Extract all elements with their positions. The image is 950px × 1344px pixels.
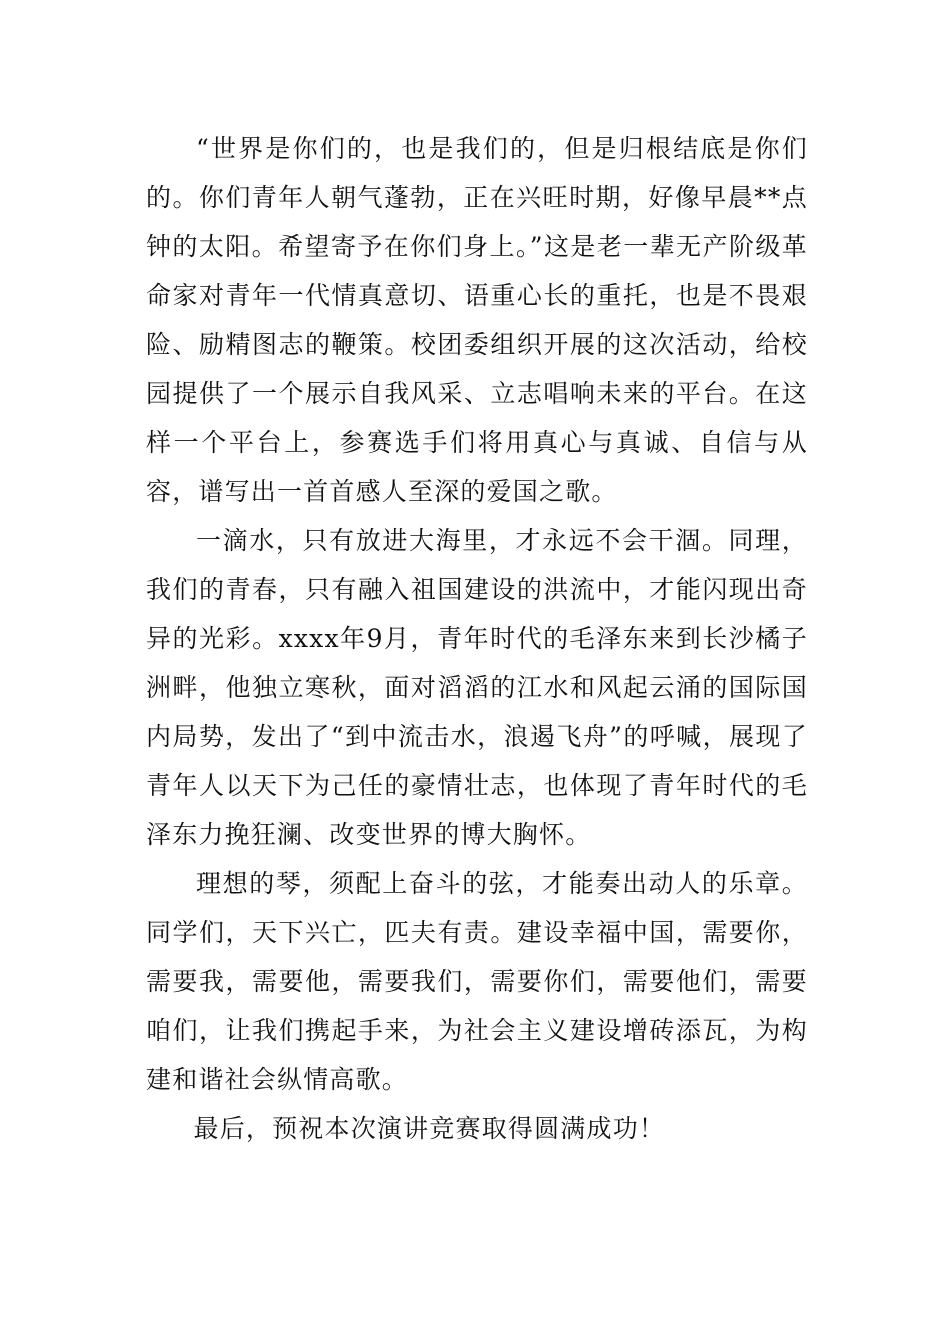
paragraph-drop-of-water: 一滴水，只有放进大海里，才永远不会干涸。同理，我们的青春，只有融入祖国建设的洪流中，才能闪现出奇异的光彩。xxxx年9月，青年时代的毛泽东来到长沙橘子洲畔，他独立寒秋，面对滔滔的江水和风起云涌的国际国内局势，发出了“到中流击水，浪遏飞舟”的呼喊，展现了青年人以天下为己任的豪情壮志，也体现了青年时代的毛泽东力挽狂澜、改变世界的博大胸怀。	[146, 526, 808, 849]
paragraph-closing-wish: 最后，预祝本次演讲竞赛取得圆满成功！	[193, 1114, 666, 1143]
document-body	[146, 124, 808, 1153]
paragraph-youth-quote: “世界是你们的，也是我们的，但是归根结底是你们的。你们青年人朝气蓬勃，正在兴旺时期，好像早晨**点钟的太阳。希望寄予在你们身上。”这是老一辈无产阶级革命家对青年一代情真意切、语重心长的重托，也是不畏艰险、励精图志的鞭策。校团委组织开展的这次活动，给校园提供了一个展示自我风采、立志唱响未来的平台。在这样一个平台上，参赛选手们将用真心与真诚、自信与从容，谱写出一首首感人至深的爱国之歌。	[146, 134, 808, 506]
paragraph-ideal-and-struggle: 理想的琴，须配上奋斗的弦，才能奏出动人的乐章。同学们，天下兴亡，匹夫有责。建设幸福中国，需要你，需要我，需要他，需要我们，需要你们，需要他们，需要咱们，让我们携起手来，为社会主义建设增砖添瓦，为构建和谐社会纵情高歌。	[146, 869, 808, 1094]
